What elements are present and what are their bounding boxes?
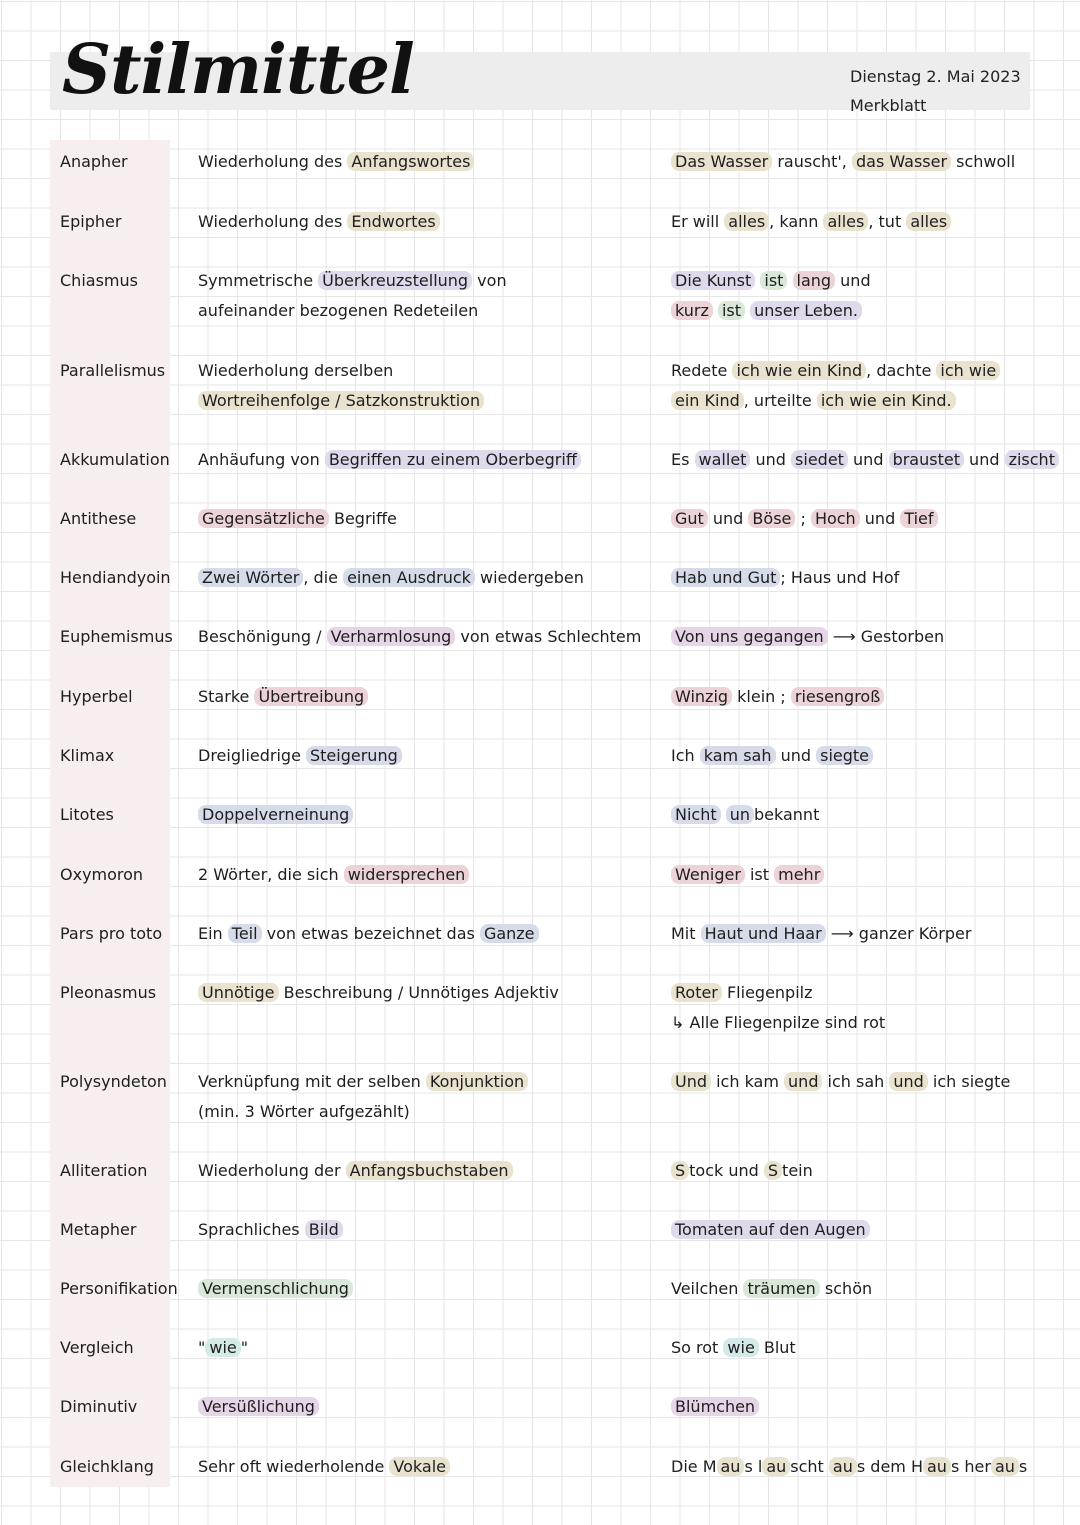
highlight-lilac: unser Leben. xyxy=(750,301,862,320)
text-segment: (min. 3 Wörter aufgezählt) xyxy=(198,1102,410,1121)
definition xyxy=(198,978,648,1008)
definition-line xyxy=(198,504,648,534)
example xyxy=(671,147,1071,177)
example-line xyxy=(671,266,1071,296)
definition-line xyxy=(198,1333,648,1363)
highlight-beige: Unnötige xyxy=(198,983,279,1002)
term-label: Pars pro toto xyxy=(60,924,163,943)
highlight-lilac: Bild xyxy=(305,1220,343,1239)
definition xyxy=(198,919,648,949)
definition-line xyxy=(198,266,648,296)
definition xyxy=(198,266,648,326)
highlight-lilac: Tomaten auf den Augen xyxy=(671,1220,870,1239)
text-segment: " xyxy=(240,1338,249,1357)
definition xyxy=(198,741,648,771)
text-segment: ; Haus und Hof xyxy=(780,568,900,587)
term-label: Polysyndeton xyxy=(60,1072,167,1091)
highlight-pink: lang xyxy=(793,271,836,290)
example xyxy=(671,1392,1071,1422)
text-segment: Beschönigung / xyxy=(198,627,327,646)
example-line xyxy=(671,147,1071,177)
highlight-beige: alles xyxy=(724,212,769,231)
highlight-pink: Gegensätzliche xyxy=(198,509,329,528)
highlight-lilac: Überkreuzstellung xyxy=(318,271,472,290)
definition xyxy=(198,1156,648,1186)
highlight-mauve: Verharmlosung xyxy=(327,627,456,646)
highlight-lilac: siedet xyxy=(791,450,848,469)
highlight-blue: Doppelverneinung xyxy=(198,805,353,824)
text-segment: So rot xyxy=(671,1338,724,1357)
term-label: Litotes xyxy=(60,805,114,824)
example xyxy=(671,266,1071,326)
text-segment: klein ; xyxy=(732,687,791,706)
example xyxy=(671,1274,1071,1304)
highlight-beige: au xyxy=(717,1457,745,1476)
highlight-blue: Haut und Haar xyxy=(701,924,826,943)
highlight-beige: das Wasser xyxy=(852,152,951,171)
text-segment: und xyxy=(775,746,817,765)
text-segment: Wiederholung derselben xyxy=(198,361,394,380)
highlight-pink: Weniger xyxy=(671,865,745,884)
text-segment: Dreigliedrige xyxy=(198,746,306,765)
highlight-blue: siegte xyxy=(816,746,873,765)
highlight-lilac: wallet xyxy=(695,450,751,469)
definition-line xyxy=(198,356,648,386)
definition-line xyxy=(198,1452,648,1482)
text-segment: Begriffe xyxy=(328,509,397,528)
highlight-pink: Tief xyxy=(900,509,937,528)
highlight-blue: Hab und Gut xyxy=(671,568,780,587)
definition xyxy=(198,1215,648,1245)
text-segment: " xyxy=(198,1338,206,1357)
definition-line xyxy=(198,800,648,830)
definition-line xyxy=(198,1274,648,1304)
example-line xyxy=(671,1392,1071,1422)
highlight-beige: au xyxy=(829,1457,857,1476)
highlight-blue: un xyxy=(726,805,754,824)
highlight-beige: Wortreihenfolge / Satzkonstruktion xyxy=(198,391,484,410)
term-label: Anapher xyxy=(60,152,128,171)
highlight-beige: S xyxy=(764,1161,782,1180)
term-label: Alliteration xyxy=(60,1161,148,1180)
text-segment: Veilchen xyxy=(671,1279,744,1298)
highlight-lilac: Die Kunst xyxy=(671,271,755,290)
example xyxy=(671,504,1071,534)
term-label: Chiasmus xyxy=(60,271,138,290)
text-segment: ; xyxy=(795,509,811,528)
example xyxy=(671,860,1071,890)
text-segment: ich sah xyxy=(822,1072,890,1091)
example xyxy=(671,1333,1071,1363)
text-segment: Verknüpfung mit der selben xyxy=(198,1072,426,1091)
text-segment: s dem H xyxy=(856,1457,923,1476)
definition xyxy=(198,1274,648,1304)
highlight-lilac: zischt xyxy=(1005,450,1059,469)
definition-line xyxy=(198,296,648,326)
definition xyxy=(198,682,648,712)
text-segment: s l xyxy=(744,1457,763,1476)
term-label: Epipher xyxy=(60,212,122,231)
text-segment: schön xyxy=(819,1279,873,1298)
text-segment: von etwas bezeichnet das xyxy=(261,924,480,943)
definition-line xyxy=(198,1156,648,1186)
example-line xyxy=(671,445,1071,475)
example xyxy=(671,563,1071,593)
definition-line xyxy=(198,1215,648,1245)
highlight-beige: und xyxy=(784,1072,822,1091)
highlight-beige: ich wie ein Kind xyxy=(732,361,866,380)
highlight-mint: wie xyxy=(723,1338,758,1357)
definition-line xyxy=(198,1392,648,1422)
text-segment: tein xyxy=(782,1161,813,1180)
text-segment: von xyxy=(472,271,507,290)
text-segment: Die M xyxy=(671,1457,717,1476)
definition xyxy=(198,1392,648,1422)
example xyxy=(671,1452,1071,1482)
example-line xyxy=(671,800,1071,830)
text-segment: von etwas Schlechtem xyxy=(455,627,642,646)
highlight-beige: Endwortes xyxy=(347,212,439,231)
highlight-blue: Zwei Wörter xyxy=(198,568,303,587)
highlight-blue: einen Ausdruck xyxy=(343,568,475,587)
highlight-green: träumen xyxy=(743,1279,819,1298)
text-segment: Sehr oft wiederholende xyxy=(198,1457,390,1476)
highlight-lilac: Begriffen zu einem Oberbegriff xyxy=(325,450,581,469)
example-line xyxy=(671,1067,1071,1097)
example-line xyxy=(671,207,1071,237)
text-segment: 2 Wörter, die sich xyxy=(198,865,344,884)
definition xyxy=(198,504,648,534)
text-segment: Anhäufung von xyxy=(198,450,325,469)
term-label: Akkumulation xyxy=(60,450,170,469)
example-line xyxy=(671,1215,1071,1245)
highlight-blue: Nicht xyxy=(671,805,721,824)
text-segment: und xyxy=(847,450,889,469)
example-line xyxy=(671,1333,1071,1363)
text-segment: s xyxy=(1018,1457,1028,1476)
example-line xyxy=(671,356,1071,386)
term-label: Hyperbel xyxy=(60,687,133,706)
definition xyxy=(198,147,648,177)
text-segment: Ein xyxy=(198,924,228,943)
highlight-lilac: braustet xyxy=(889,450,964,469)
definition-line xyxy=(198,741,648,771)
definition-line xyxy=(198,386,648,416)
definition-line xyxy=(198,207,648,237)
definition-line xyxy=(198,1067,648,1097)
definition xyxy=(198,1333,648,1363)
definition-line xyxy=(198,860,648,890)
example xyxy=(671,356,1071,416)
text-segment: Ich xyxy=(671,746,700,765)
definition-line xyxy=(198,919,648,949)
text-segment: Wiederholung des xyxy=(198,152,348,171)
term-label: Pleonasmus xyxy=(60,983,157,1002)
text-segment: Redete xyxy=(671,361,733,380)
highlight-pink: Hoch xyxy=(811,509,860,528)
definition-line xyxy=(198,682,648,712)
text-segment: Wiederholung der xyxy=(198,1161,346,1180)
text-segment: Beschreibung / Unnötiges Adjektiv xyxy=(278,983,559,1002)
example-line xyxy=(671,504,1071,534)
example xyxy=(671,741,1071,771)
highlight-beige: alles xyxy=(823,212,868,231)
text-segment: schwoll xyxy=(951,152,1016,171)
example-line xyxy=(671,563,1071,593)
text-segment: und xyxy=(859,509,901,528)
example-line xyxy=(671,622,1071,652)
page-title: Stilmittel xyxy=(62,30,414,110)
term-label: Diminutiv xyxy=(60,1397,138,1416)
example-line xyxy=(671,860,1071,890)
definition xyxy=(198,800,648,830)
text-segment: Mit xyxy=(671,924,701,943)
definition xyxy=(198,563,648,593)
highlight-pink: mehr xyxy=(774,865,824,884)
highlight-beige: Anfangswortes xyxy=(347,152,474,171)
highlight-beige: und xyxy=(889,1072,927,1091)
highlight-pink: riesengroß xyxy=(791,687,884,706)
text-segment: Wiederholung des xyxy=(198,212,348,231)
text-segment: , urteilte xyxy=(743,391,817,410)
highlight-beige: au xyxy=(991,1457,1019,1476)
highlight-beige: Konjunktion xyxy=(426,1072,528,1091)
highlight-beige: Roter xyxy=(671,983,722,1002)
highlight-pink: kurz xyxy=(671,301,713,320)
example xyxy=(671,978,1071,1038)
highlight-blue: Ganze xyxy=(480,924,539,943)
term-label: Euphemismus xyxy=(60,627,173,646)
text-segment: tock und xyxy=(689,1161,764,1180)
term-label: Personifikation xyxy=(60,1279,178,1298)
definition-line xyxy=(198,622,648,652)
text-segment: Sprachliches xyxy=(198,1220,305,1239)
text-segment: und xyxy=(835,271,871,290)
highlight-mauve: Blümchen xyxy=(671,1397,759,1416)
term-label: Parallelismus xyxy=(60,361,166,380)
text-segment: rauscht', xyxy=(772,152,852,171)
text-segment: , die xyxy=(303,568,344,587)
term-label: Hendiandyoin xyxy=(60,568,171,587)
text-segment: scht xyxy=(790,1457,829,1476)
example-line xyxy=(671,919,1071,949)
highlight-beige: Und xyxy=(671,1072,711,1091)
text-segment: Er will xyxy=(671,212,725,231)
definition-line xyxy=(198,445,648,475)
highlight-mint: wie xyxy=(205,1338,240,1357)
text-segment xyxy=(721,805,726,824)
example xyxy=(671,445,1071,475)
text-segment: bekannt xyxy=(754,805,820,824)
example-line xyxy=(671,1274,1071,1304)
subtitle-label: Merkblatt xyxy=(850,96,927,115)
highlight-pink: Böse xyxy=(748,509,795,528)
example-line xyxy=(671,296,1071,326)
text-segment xyxy=(787,271,792,290)
example-line xyxy=(671,386,1071,416)
definition xyxy=(198,622,648,652)
text-segment: und xyxy=(707,509,749,528)
example xyxy=(671,682,1071,712)
highlight-green: Vermenschlichung xyxy=(198,1279,353,1298)
term-label: Metapher xyxy=(60,1220,137,1239)
example-line xyxy=(671,741,1071,771)
highlight-beige: ein Kind xyxy=(671,391,744,410)
date-label: Dienstag 2. Mai 2023 xyxy=(850,67,1021,86)
definition xyxy=(198,1452,648,1482)
text-segment: ↳ Alle Fliegenpilze sind rot xyxy=(671,1013,886,1032)
term-label: Antithese xyxy=(60,509,137,528)
example xyxy=(671,1215,1071,1245)
term-label: Oxymoron xyxy=(60,865,144,884)
definition-line xyxy=(198,1097,648,1127)
text-segment: aufeinander bezogenen Redeteilen xyxy=(198,301,479,320)
text-segment: Es xyxy=(671,450,695,469)
text-segment: s her xyxy=(950,1457,991,1476)
highlight-beige: au xyxy=(923,1457,951,1476)
highlight-beige: Anfangsbuchstaben xyxy=(346,1161,513,1180)
text-segment: wiedergeben xyxy=(474,568,584,587)
header-meta xyxy=(850,62,1021,120)
example xyxy=(671,800,1071,830)
example-line xyxy=(671,1452,1071,1482)
example xyxy=(671,919,1071,949)
term-label: Klimax xyxy=(60,746,115,765)
text-segment: Fliegenpilz xyxy=(721,983,813,1002)
example-line xyxy=(671,682,1071,712)
highlight-mauve: Versüßlichung xyxy=(198,1397,319,1416)
definition xyxy=(198,860,648,890)
definition xyxy=(198,356,648,416)
highlight-pink: Gut xyxy=(671,509,708,528)
text-segment: , tut xyxy=(868,212,907,231)
term-label: Gleichklang xyxy=(60,1457,154,1476)
text-segment: ich siegte xyxy=(927,1072,1011,1091)
text-segment: , dachte xyxy=(866,361,937,380)
example xyxy=(671,622,1071,652)
highlight-beige: alles xyxy=(906,212,951,231)
highlight-blue: Steigerung xyxy=(306,746,402,765)
text-segment: ⟶ ganzer Körper xyxy=(825,924,972,943)
text-segment: und xyxy=(750,450,792,469)
highlight-pink: widersprechen xyxy=(344,865,470,884)
highlight-green: ist xyxy=(718,301,745,320)
highlight-beige: Vokale xyxy=(389,1457,450,1476)
definition xyxy=(198,1067,648,1127)
text-segment: ist xyxy=(744,865,775,884)
highlight-beige: ich wie ein Kind. xyxy=(817,391,956,410)
highlight-pink: Winzig xyxy=(671,687,732,706)
highlight-beige: Das Wasser xyxy=(671,152,772,171)
example-line xyxy=(671,1008,1071,1038)
text-segment: ⟶ Gestorben xyxy=(827,627,945,646)
text-segment: Symmetrische xyxy=(198,271,319,290)
definition xyxy=(198,207,648,237)
term-label: Vergleich xyxy=(60,1338,134,1357)
example-line xyxy=(671,1156,1071,1186)
example xyxy=(671,1156,1071,1186)
highlight-green: ist xyxy=(760,271,787,290)
text-segment: und xyxy=(963,450,1005,469)
text-segment: Blut xyxy=(758,1338,796,1357)
highlight-beige: au xyxy=(762,1457,790,1476)
highlight-beige: S xyxy=(671,1161,689,1180)
example xyxy=(671,207,1071,237)
highlight-mauve: Von uns gegangen xyxy=(671,627,828,646)
example-line xyxy=(671,978,1071,1008)
text-segment: ich kam xyxy=(711,1072,785,1091)
definition-line xyxy=(198,978,648,1008)
highlight-blue: kam sah xyxy=(700,746,776,765)
highlight-beige: ich wie xyxy=(936,361,1000,380)
text-segment: Starke xyxy=(198,687,255,706)
definition-line xyxy=(198,563,648,593)
definition xyxy=(198,445,648,475)
highlight-pink: Übertreibung xyxy=(254,687,368,706)
example xyxy=(671,1067,1071,1097)
highlight-blue: Teil xyxy=(228,924,262,943)
definition-line xyxy=(198,147,648,177)
text-segment: , kann xyxy=(769,212,824,231)
